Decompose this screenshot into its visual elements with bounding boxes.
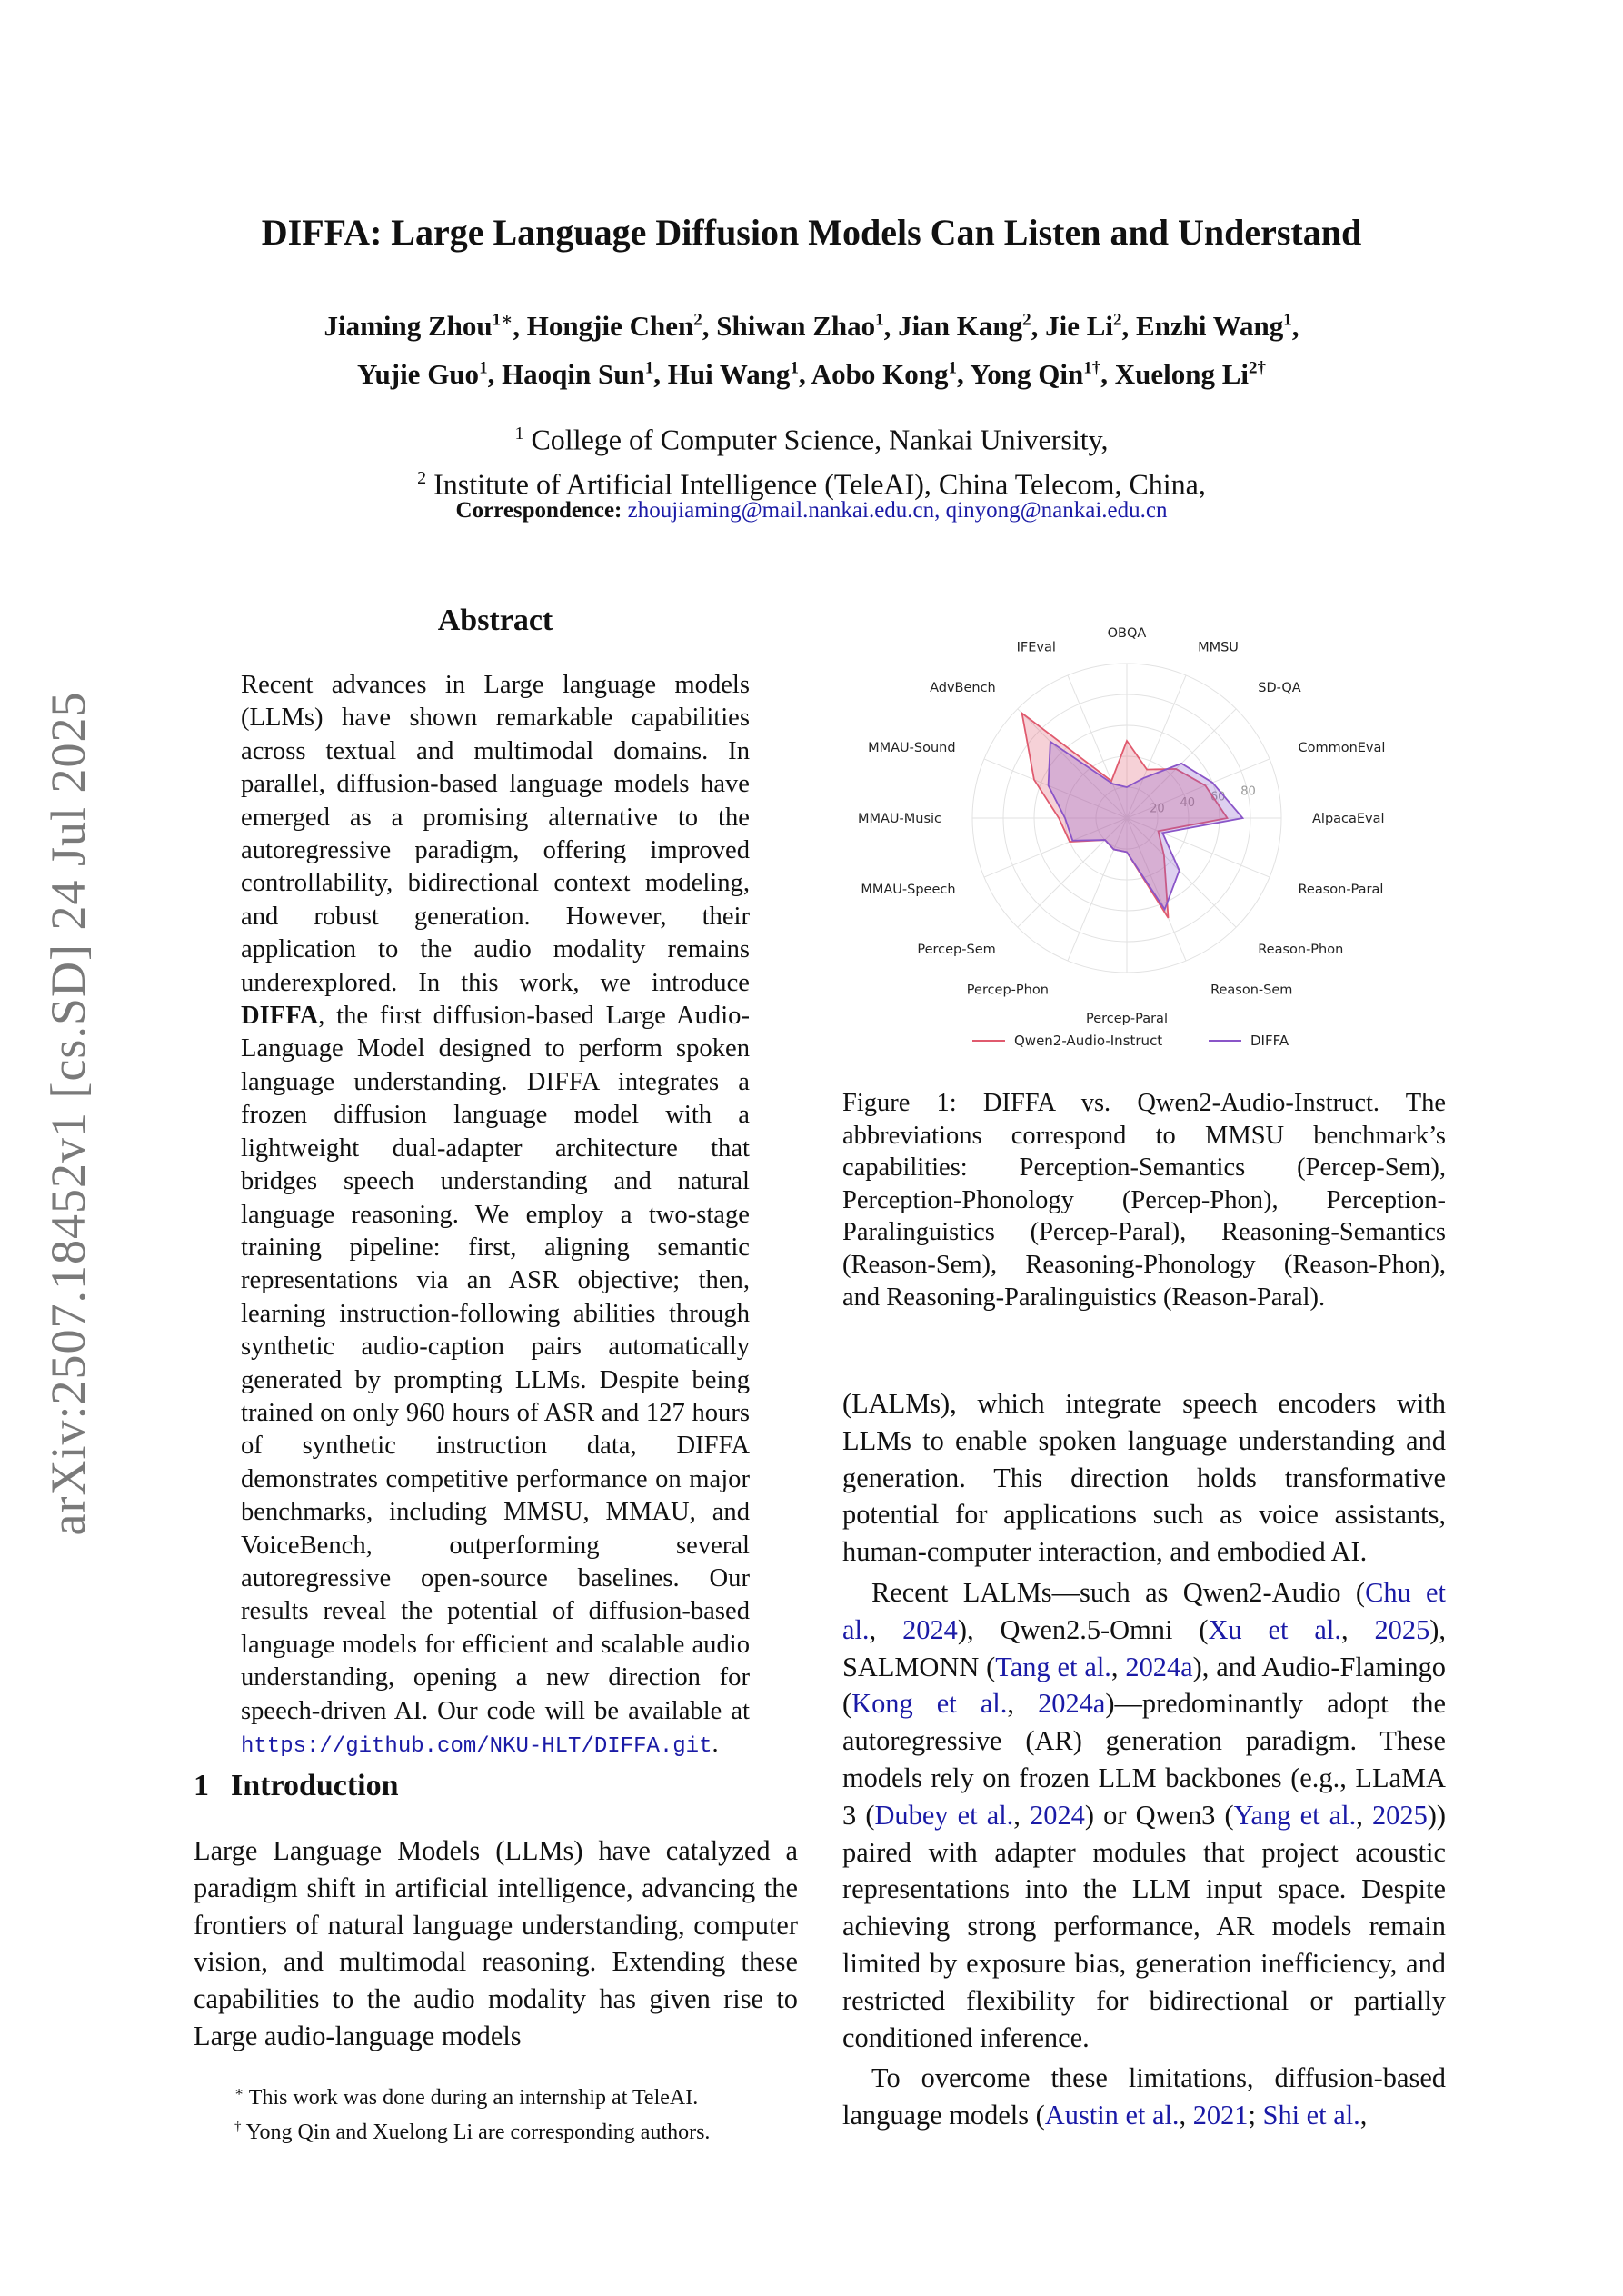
abstract-heading: Abstract xyxy=(437,604,553,637)
radar-axis-label: Percep-Paral xyxy=(1086,1012,1168,1026)
author-name: Hui Wang$^1$ xyxy=(667,357,799,390)
footnote-1: ∗ This work was done during an internship at TeleAI. xyxy=(234,2085,699,2110)
radar-tick-label: 60 xyxy=(1210,790,1226,804)
correspondence-label: Correspondence: xyxy=(455,498,622,523)
arxiv-sidebar-stamp xyxy=(27,691,109,1536)
recent-lalms-paragraph: Recent LALMs—such as Qwen2-Audio (Chu et al., 2024), Qwen2.5-Omni (Xu et al., 2025), SALMONN (Tang et al., 2024a), and Audio-Flamingo (Kong et al., 2024a)—predominantly adopt the autoregressive (AR) generation paradigm. These models rely on frozen LLM backbones (e.g., LLaMA 3 (Dubey et al., 2024) or Qwen3 (Yang et al., 2025)) paired with adapter modules that project acoustic representations into the LLM input space. Despite achieving strong performance, AR models remain limited by exposure bias, generation inefficiency, and restricted flexibility for bidirectional or partially conditioned inference. xyxy=(842,1576,1447,2053)
abstract-body: Recent advances in Large language models (LLMs) have shown remarkable capabilities across textual and multimodal domains. In parallel, diffusion-based language models have emerged as a promising alternative to the autoregressive paradigm, offering improved controllability, bidirectional context modeling, and robust generation. However, their application to the audio modality remains underexplored. In this work, we introduce DIFFA, the first diffusion-based Large Audio-Language Model designed to perform spoken language understanding. DIFFA integrates a frozen diffusion language model with a lightweight dual-adapter architecture that bridges speech understanding and natural language reasoning. We employ a two-stage training pipeline: first, aligning semantic representations via an ASR objective; then, learning instruction-following abilities through synthetic audio-caption pairs automatically generated by prompting LLMs. Despite being trained on only 960 hours of ASR and 127 hours of synthetic instruction data, DIFFA demonstrates competitive performance on major benchmarks, including MMSU, MMAU, and VoiceBench, outperforming several autoregressive open-source baselines. Our results reveal the potential of diffusion-based language models for efficient and scalable audio understanding, opening a new direction for speech-driven AI. Our code will be available at https://github.com/NKU-HLT/DIFFA.git. xyxy=(241,671,750,1759)
author-name: Hongjie Chen$^2$ xyxy=(526,310,702,343)
citation-link[interactable]: 2025 xyxy=(1374,1613,1430,1645)
radar-tick-label: 80 xyxy=(1240,784,1256,799)
author-name: Jian Kang$^2$ xyxy=(898,310,1031,343)
author-name: Yujie Guo$^1$ xyxy=(356,357,488,390)
radar-axis-label: AdvBench xyxy=(930,680,996,695)
radar-axis-label: AlpacaEval xyxy=(1312,812,1385,826)
diffusion-paragraph: To overcome these limitations, diffusion-based language models (Austin et al., 2021; Shi et al., xyxy=(842,2062,1446,2131)
affiliations xyxy=(0,414,1623,503)
radar-axis-label: Reason-Phon xyxy=(1258,943,1344,958)
radar-axis-label: Percep-Phon xyxy=(966,983,1049,998)
author-name: Enzhi Wang$^1$ xyxy=(1136,310,1292,343)
citation-link[interactable]: 2024a xyxy=(1125,1651,1193,1682)
author-name: Jiaming Zhou$^{1∗}$ xyxy=(324,310,513,343)
author-name: Haoqin Sun$^1$ xyxy=(502,357,654,390)
arxiv-identifier: arXiv:2507.18452v1 [cs.SD] 24 Jul 2025 xyxy=(41,691,95,1536)
author-name: Aobo Kong$^1$ xyxy=(811,357,957,390)
footnote-2: † Yong Qin and Xuelong Li are corresponding authors. xyxy=(234,2120,711,2144)
radar-axis-label: MMAU-Sound xyxy=(868,740,956,755)
section-heading-introduction: 1 Introduction xyxy=(194,1769,399,1802)
diffa-bold: DIFFA xyxy=(241,1002,319,1031)
citation-link[interactable]: 2024 xyxy=(902,1613,958,1645)
legend-label: Qwen2-Audio-Instruct xyxy=(1014,1033,1163,1049)
citation-link[interactable]: 2024 xyxy=(1030,1799,1085,1831)
citation-link[interactable]: Dubey et al. xyxy=(874,1799,1014,1831)
radar-axis-label: MMAU-Speech xyxy=(861,883,956,898)
legend-label: DIFFA xyxy=(1250,1033,1289,1049)
radar-axis-label: Reason-Sem xyxy=(1210,983,1293,998)
author-name: Yong Qin$^{1\dagger}$ xyxy=(970,357,1101,390)
citation-link[interactable]: Chu et al. xyxy=(842,1576,1446,1645)
citation-link[interactable]: 2024a xyxy=(1038,1688,1106,1720)
lalm-paragraph: (LALMs), which integrate speech encoders with LLMs to enable spoken language understanding and generation. This direction holds transformative potential for applications such as voice assistants, human-computer interaction, and embodied AI. xyxy=(842,1388,1446,1568)
radar-axis-label: OBQA xyxy=(1107,626,1147,641)
affiliation-1: $^1$ College of Computer Science, Nankai University, xyxy=(514,423,1109,456)
radar-axis-label: SD-QA xyxy=(1258,680,1301,695)
citation-link[interactable]: Kong et al. xyxy=(851,1688,1008,1720)
citation-link[interactable]: 2021 xyxy=(1192,2100,1249,2131)
citation-link[interactable]: Yang et al. xyxy=(1233,1799,1357,1831)
author-line-2: Yujie Guo$^1$, Haoqin Sun$^1$, Hui Wang$^1$, Aobo Kong$^1$, Yong Qin$^{1\dagger}$, Xuelong $Li^{2\dagger}$ xyxy=(356,357,1267,390)
right-column-text xyxy=(842,1385,1446,2134)
radar-axis-label: IFEval xyxy=(1016,640,1056,655)
radar-chart xyxy=(857,591,1418,1063)
affiliation-2: $^2$ Institute of Artificial Intelligence (TeleAI), China Telecom, China, xyxy=(417,467,1206,501)
footnotes xyxy=(234,2078,710,2147)
correspondence xyxy=(0,498,1623,524)
radar-tick-label: 20 xyxy=(1150,802,1165,816)
radar-axis-label: MMAU-Music xyxy=(857,812,941,826)
citation-link[interactable]: Austin et al. xyxy=(1044,2100,1180,2131)
figure-caption: Figure 1: DIFFA vs. Qwen2-Audio-Instruct. The abbreviations correspond to MMSU benchmark’s capabilities: Perception-Semantics (Percep-Sem), Perception-Phonology (Percep-Phon), Perception-Paralinguistics (Percep-Paral), Reasoning-Semantics (Reason-Sem), Reasoning-Phonology (Reason-Phon), and Reasoning-Paralinguistics (Reason-Paral). xyxy=(842,1089,1446,1312)
radar-axis-label: MMSU xyxy=(1198,640,1239,655)
citation-link[interactable]: 2025 xyxy=(1371,1799,1428,1831)
citation-link[interactable]: Shi et al. xyxy=(1262,2100,1360,2131)
author-name: Jie Li$^2$ xyxy=(1045,310,1122,343)
radar-tick-label: 40 xyxy=(1180,796,1196,811)
code-url-link[interactable]: https://github.com/NKU-HLT/DIFFA.git xyxy=(241,1734,712,1759)
introduction-paragraph: Large Language Models (LLMs) have catalyzed a paradigm shift in artificial intelligence, advancing the frontiers of natural language understanding, computer vision, and multimodal reasoning. Extending these capabilities to the audio modality has given rise to Large audio-language models xyxy=(194,1835,798,2051)
paper-title: DIFFA: Large Language Diffusion Models Can Listen and Understand xyxy=(261,212,1362,253)
radar-axis-label: CommonEval xyxy=(1298,740,1386,755)
author-name: Shiwan Zhao$^1$ xyxy=(716,310,884,343)
citation-link[interactable]: Tang et al. xyxy=(995,1651,1111,1682)
author-name: Xuelong $Li^{2\dagger}$ xyxy=(1114,357,1267,390)
radar-axis-label: Reason-Paral xyxy=(1298,883,1384,898)
author-list xyxy=(0,300,1623,395)
author-line-1: Jiaming Zhou$^{1∗}$, Hongjie Chen$^2$, Shiwan Zhao$^1$, Jian Kang$^2$, Jie Li$^2$, Enzhi Wang$^1$, xyxy=(324,310,1299,343)
radar-axis-label: Percep-Sem xyxy=(917,943,996,958)
correspondence-emails[interactable]: zhoujiaming@mail.nankai.edu.cn, qinyong@nankai.edu.cn xyxy=(627,498,1168,523)
citation-link[interactable]: Xu et al. xyxy=(1208,1613,1341,1645)
